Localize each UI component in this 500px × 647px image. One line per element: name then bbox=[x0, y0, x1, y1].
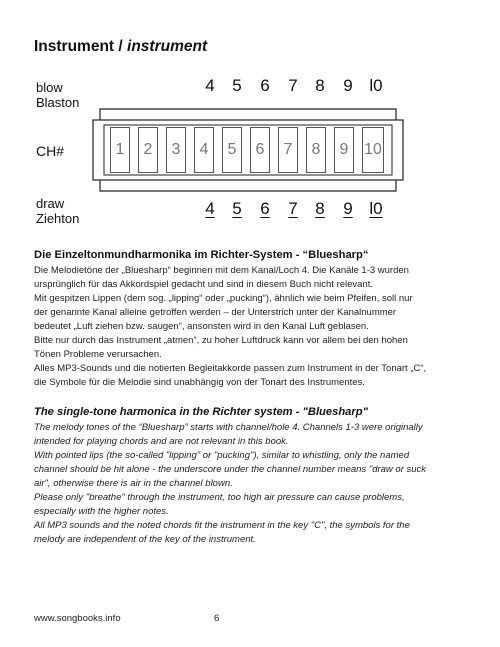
german-line: die Symbole für die Melodie sind unabhängig von der Tonart des Instrumentes. bbox=[34, 377, 365, 388]
german-line: Bitte nur durch das Instrument „atmen“, zu hoher Luftdruck kann vor allem bei den hohen bbox=[34, 335, 408, 346]
german-line: ursprünglich für das Akkordspiel gedacht und sind in diesem Buch nicht relevant. bbox=[34, 279, 374, 290]
german-line: Tönen Probleme verursachen. bbox=[34, 349, 162, 360]
hole-6: 6 bbox=[250, 127, 270, 173]
german-section bbox=[34, 248, 474, 390]
english-line: air", otherwise there is air in the channel blown. bbox=[34, 478, 233, 489]
english-line: melody are independent of the key of the instrument. bbox=[34, 534, 256, 545]
draw-number: 6 bbox=[260, 199, 270, 218]
draw-number: l0 bbox=[369, 199, 383, 218]
hole-10: 10 bbox=[362, 127, 384, 173]
english-heading: The single-tone harmonica in the Richter system - "Bluesharp" bbox=[34, 406, 368, 418]
blow-number: 5 bbox=[232, 76, 242, 95]
german-line: Alles MP3-Sounds und die notierten Begleitakkorde passen zum Instrument in der Tonart „C“, bbox=[34, 363, 427, 374]
draw-number: 7 bbox=[288, 199, 298, 218]
hole-1: 1 bbox=[110, 127, 130, 173]
blow-label-en: blow bbox=[36, 80, 63, 95]
title-italic: instrument bbox=[127, 38, 208, 55]
hole-3: 3 bbox=[166, 127, 186, 173]
hole-5: 5 bbox=[222, 127, 242, 173]
blow-number: 8 bbox=[315, 76, 325, 95]
title-main: Instrument / bbox=[34, 38, 128, 55]
draw-label bbox=[36, 196, 79, 226]
footer-website: www.songbooks.info bbox=[34, 613, 121, 624]
harmonica-cover-top bbox=[100, 109, 396, 120]
english-line: Please only "breathe" through the instrument, too high air pressure can cause problems, bbox=[34, 492, 405, 503]
draw-number: 8 bbox=[315, 199, 325, 218]
english-line: The melody tones of the “Bluesharp” starts with channel/hole 4. Channels 1-3 were originally bbox=[34, 422, 423, 433]
draw-number: 9 bbox=[343, 199, 353, 218]
german-line: bedeutet „Luft ziehen bzw. saugen“, ansonsten wird in den Kanal Luft geblasen. bbox=[34, 321, 369, 332]
blow-number: 9 bbox=[343, 76, 353, 95]
hole-8: 8 bbox=[306, 127, 326, 173]
german-line: Die Melodietöne der „Bluesharp“ beginnen mit dem Kanal/Loch 4. Die Kanäle 1-3 wurden bbox=[34, 265, 409, 276]
blow-number: l0 bbox=[369, 76, 383, 95]
english-line: channel should be hit alone - the underscore under the channel number means "draw or suck bbox=[34, 464, 427, 475]
blow-number: 4 bbox=[205, 76, 215, 95]
draw-number: 4 bbox=[205, 199, 215, 218]
blow-number: 6 bbox=[260, 76, 270, 95]
blow-label-de: Blaston bbox=[36, 95, 80, 110]
english-line: especially with the higher notes. bbox=[34, 506, 169, 517]
harmonica-cover-bottom bbox=[100, 180, 396, 191]
blow-number: 7 bbox=[288, 76, 298, 95]
draw-label-en: draw bbox=[36, 196, 65, 211]
german-line: Mit gespitzen Lippen (dem sog. „lipping“ oder „pucking“), ähnlich wie beim Pfeifen, soll nur bbox=[34, 293, 413, 304]
english-section bbox=[34, 405, 474, 547]
english-line: With pointed lips (the so-called "lipping" or "pucking"), similar to whistling, only the named bbox=[34, 450, 410, 461]
english-line: intended for playing chords and are not relevant in this book. bbox=[34, 436, 289, 447]
draw-number: 5 bbox=[232, 199, 242, 218]
channel-label: CH# bbox=[36, 143, 65, 159]
page-number: 6 bbox=[214, 613, 220, 624]
english-line: All MP3 sounds and the noted chords fit the instrument in the key "C", the symbols for the bbox=[34, 520, 410, 531]
german-line: der genannte Kanal alleine getroffen werden – der Unterstrich unter der Kanalnummer bbox=[34, 307, 397, 318]
draw-label-de: Ziehton bbox=[36, 211, 80, 226]
hole-2: 2 bbox=[138, 127, 158, 173]
german-heading: Die Einzeltonmundharmonika im Richter-System - “Bluesharp“ bbox=[34, 249, 369, 261]
hole-4: 4 bbox=[194, 127, 214, 173]
hole-9: 9 bbox=[334, 127, 354, 173]
hole-7: 7 bbox=[278, 127, 298, 173]
